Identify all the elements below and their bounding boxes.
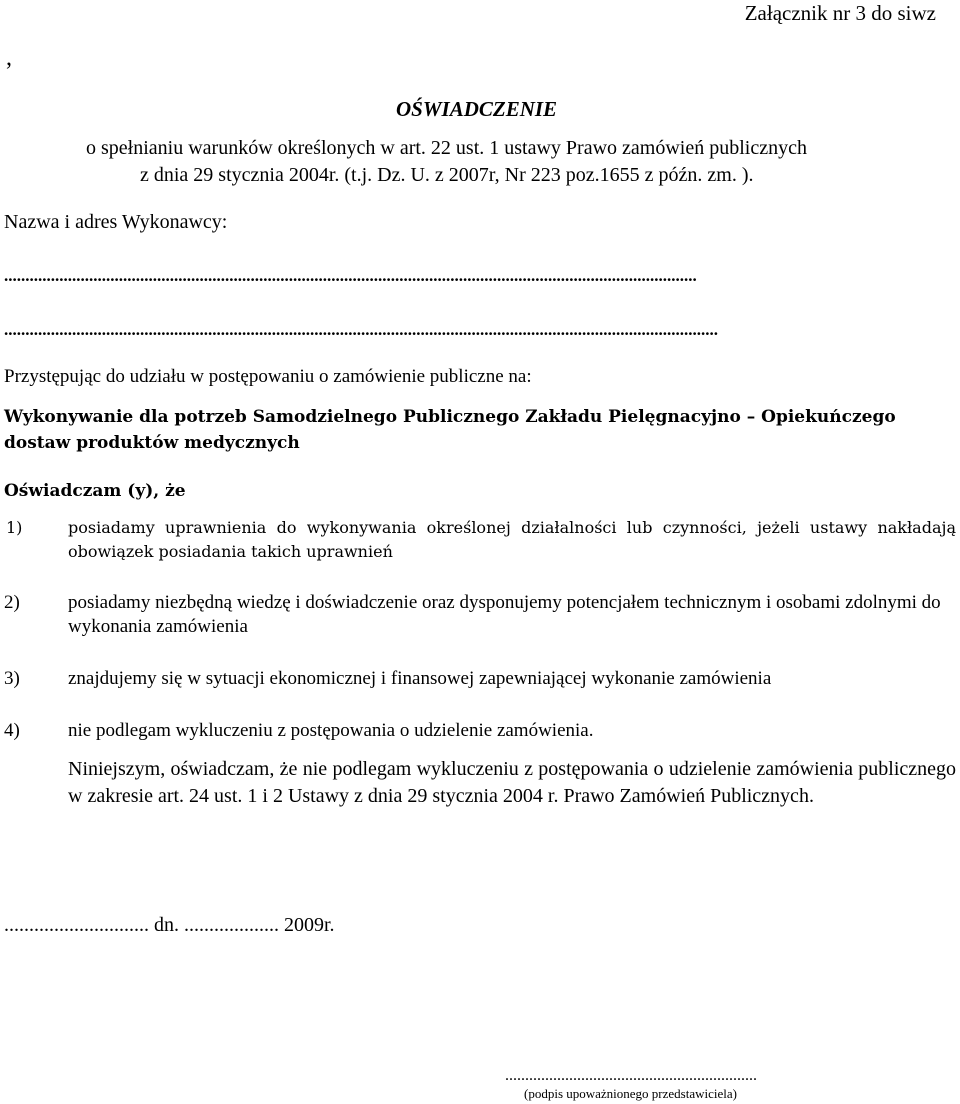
declaration-item-number: 4) [4, 720, 20, 741]
stray-comma: , [6, 45, 12, 71]
place-date-line: ............................. dn. ................... 2009r. [4, 914, 335, 936]
declaration-item-number: 3) [4, 668, 20, 689]
contractor-fill-line-1: ................................................................................................................................................................... [4, 266, 697, 285]
document-subtitle-line-2: z dnia 29 stycznia 2004r. (t.j. Dz. U. z 2007r, Nr 223 poz.1655 z późn. zm. ). [140, 164, 754, 186]
declaration-item [4, 591, 956, 639]
declaration-lead: Oświadczam (y), że [4, 481, 186, 501]
declaration-item [4, 719, 956, 743]
declaration-item [4, 516, 956, 564]
contractor-fill-line-2: ........................................................................................................................................................................ [4, 320, 718, 339]
contractor-name-label: Nazwa i adres Wykonawcy: [4, 211, 228, 233]
declaration-item [4, 667, 956, 691]
signature-caption: (podpis upoważnionego przedstawiciela) [524, 1086, 737, 1101]
declaration-item-text: nie podlegam wykluczeniu z postępowania o udzielenie zamówienia. [68, 720, 594, 741]
document-subtitle-line-1: o spełnianiu warunków określonych w art. 22 ust. 1 ustawy Prawo zamówień publicznych [86, 137, 807, 159]
annex-label: Załącznik nr 3 do siwz [744, 1, 936, 25]
declaration-item-number: 2) [4, 592, 20, 613]
signature-line: ............................................................... [505, 1067, 757, 1084]
declaration-item-text: znajdujemy się w sytuacji ekonomicznej i finansowej zapewniającej wykonanie zamówienia [68, 668, 772, 689]
procedure-intro: Przystępując do udziału w postępowaniu o zamówienie publiczne na: [4, 366, 532, 387]
declaration-item-text: posiadamy uprawnienia do wykonywania określonej działalności lub czynności, jeżeli ustawy nakładają obowiązek posiadania takich uprawnień [68, 518, 956, 561]
exclusion-statement: Niniejszym, oświadczam, że nie podlegam wykluczeniu z postępowania o udzielenie zamówienia publicznego w zakresie art. 24 ust. 1 i 2 Ustawy z dnia 29 stycznia 2004 r. Prawo Zamówień Publicznych. [68, 758, 956, 807]
procurement-subject: Wykonywanie dla potrzeb Samodzielnego Publicznego Zakładu Pielęgnacyjno – Opiekuńczego dostaw produktów medycznych [4, 407, 896, 453]
declaration-item-number: 1) [6, 518, 23, 537]
document-title: OŚWIADCZENIE [396, 97, 558, 121]
declaration-item-text: posiadamy niezbędną wiedzę i doświadczenie oraz dysponujemy potencjałem technicznym i osobami zdolnymi do wykonania zamówienia [68, 592, 941, 637]
